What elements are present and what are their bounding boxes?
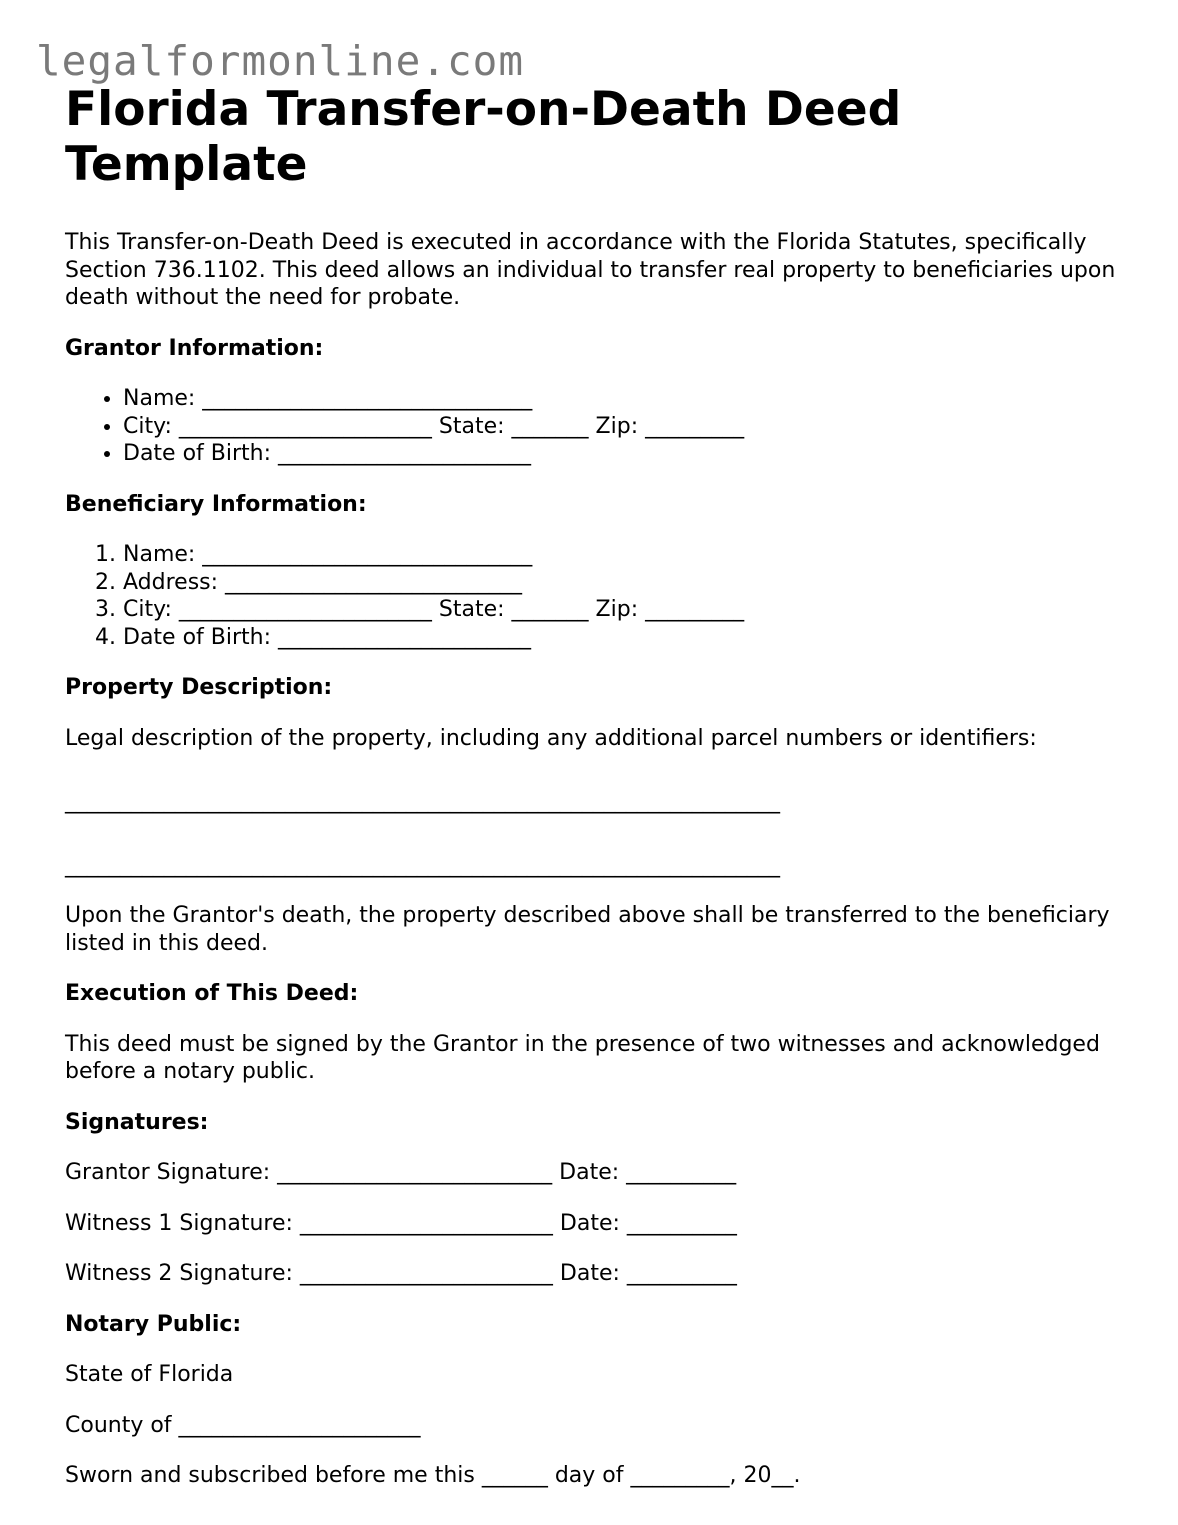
- beneficiary-heading: Beneficiary Information:: [65, 491, 367, 517]
- witness1-signature-line: Witness 1 Signature: _______________________ Date: __________: [65, 1210, 737, 1236]
- document-page: [65, 82, 1125, 1490]
- beneficiary-dob-field: 4. Date of Birth: _______________________: [123, 624, 1125, 652]
- grantor-name-field: • Name: ______________________________: [123, 385, 1125, 413]
- notary-county: County of ______________________: [65, 1412, 421, 1438]
- beneficiary-fields: [65, 541, 1125, 651]
- witness2-signature-line: Witness 2 Signature: _______________________ Date: __________: [65, 1261, 737, 1286]
- grantor-city-state-zip-field: • City: _______________________ State: _______ Zip: _________: [123, 413, 1125, 441]
- property-heading: Property Description:: [65, 675, 333, 700]
- property-blank-line-1: _________________________________________________________________: [65, 789, 780, 814]
- watermark: legalformonline.com: [36, 37, 524, 85]
- execution-heading: Execution of This Deed:: [65, 981, 359, 1006]
- grantor-signature-line: Grantor Signature: _________________________ Date: __________: [65, 1160, 737, 1185]
- beneficiary-name-field: 1. Name: ______________________________: [123, 541, 1125, 569]
- intro-paragraph: This Transfer-on-Death Deed is executed in accordance with the Florida Statutes, specifically Section 736.1102. This deed allows an individual to transfer real property to beneficiaries upon death without the need for probate.: [65, 230, 1116, 310]
- notary-heading: Notary Public:: [65, 1311, 242, 1337]
- grantor-fields: [65, 385, 1125, 468]
- grantor-dob-field: • Date of Birth: _______________________: [123, 440, 1125, 468]
- grantor-heading: Grantor Information:: [65, 335, 324, 361]
- transfer-text: Upon the Grantor's death, the property described above shall be transferred to the beneficiary listed in this deed.: [65, 903, 1110, 956]
- beneficiary-city-state-zip-field: 3. City: _______________________ State: _______ Zip: _________: [123, 596, 1125, 624]
- execution-text: This deed must be signed by the Grantor in the presence of two witnesses and acknowledged before a notary public.: [65, 1031, 1100, 1084]
- signatures-heading: Signatures:: [65, 1109, 209, 1135]
- property-text: Legal description of the property, including any additional parcel numbers or identifiers:: [65, 725, 1037, 751]
- document-title: Florida Transfer-on-Death Deed Template: [65, 82, 902, 192]
- property-blank-line-2: _________________________________________________________________: [65, 852, 780, 878]
- notary-state: State of Florida: [65, 1362, 234, 1387]
- beneficiary-address-field: 2. Address: ___________________________: [123, 569, 1125, 597]
- notary-sworn: Sworn and subscribed before me this ______ day of _________, 20__.: [65, 1463, 801, 1488]
